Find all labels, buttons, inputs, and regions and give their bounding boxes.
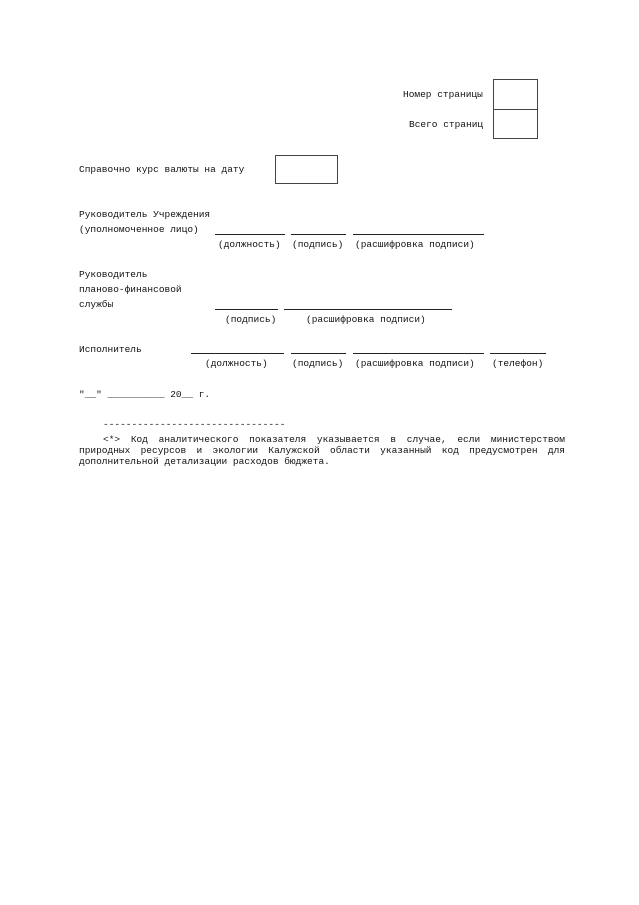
finance-decoding-line[interactable] xyxy=(284,309,452,310)
executor-caption-phone: (телефон) xyxy=(492,358,544,369)
executor-phone-line[interactable] xyxy=(490,353,546,354)
executor-caption-decoding: (расшифровка подписи) xyxy=(355,358,475,369)
total-pages-box[interactable] xyxy=(493,109,538,139)
currency-label: Справочно курс валюты на дату xyxy=(79,164,245,175)
finance-title-line1: Руководитель xyxy=(79,269,148,280)
currency-date-box[interactable] xyxy=(275,155,338,184)
executor-position-line[interactable] xyxy=(191,353,284,354)
head-title-line1: Руководитель Учреждения xyxy=(79,209,211,220)
head-title-line2: (уполномоченное лицо) xyxy=(79,224,199,235)
date-line[interactable]: "__" __________ 20__ г. xyxy=(79,389,211,400)
finance-title-line2: планово-финансовой xyxy=(79,284,182,295)
executor-decoding-line[interactable] xyxy=(353,353,484,354)
executor-signature-line[interactable] xyxy=(291,353,346,354)
page-number-label: Номер страницы xyxy=(403,89,483,100)
footnote-text: <*> Код аналитического показателя указывается в случае, если министерством природных ресурсов и экологии Калужской области указанный код предусмотрен для дополнительной детализации расходов бюджета. xyxy=(79,434,565,467)
head-caption-signature: (подпись) xyxy=(292,239,344,250)
head-caption-position: (должность) xyxy=(218,239,281,250)
footnote-separator: -------------------------------- xyxy=(103,419,286,430)
head-position-line[interactable] xyxy=(215,234,285,235)
executor-title: Исполнитель xyxy=(79,344,142,355)
finance-caption-signature: (подпись) xyxy=(225,314,277,325)
head-decoding-line[interactable] xyxy=(353,234,484,235)
page-number-box[interactable] xyxy=(493,79,538,110)
head-caption-decoding: (расшифровка подписи) xyxy=(355,239,475,250)
finance-caption-decoding: (расшифровка подписи) xyxy=(306,314,426,325)
finance-title-line3: службы xyxy=(79,299,114,310)
head-signature-line[interactable] xyxy=(291,234,346,235)
total-pages-label: Всего страниц xyxy=(409,119,484,130)
executor-caption-signature: (подпись) xyxy=(292,358,344,369)
finance-signature-line[interactable] xyxy=(215,309,278,310)
executor-caption-position: (должность) xyxy=(205,358,268,369)
